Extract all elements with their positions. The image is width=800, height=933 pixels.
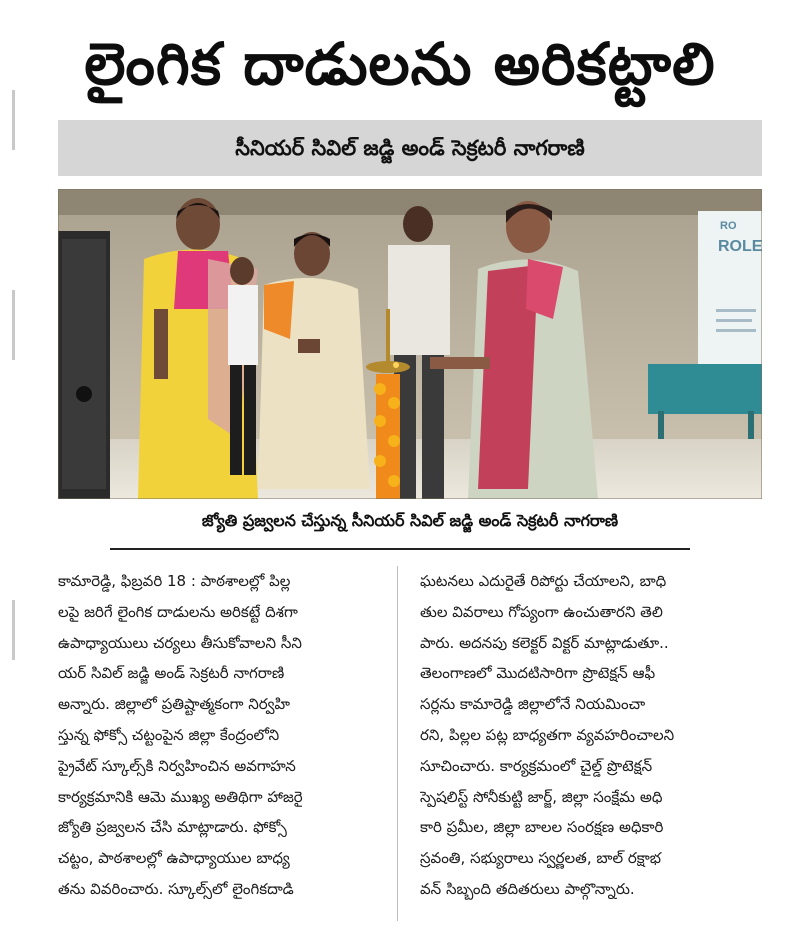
subheadline: సీనియర్ సివిల్ జడ్జి అండ్ సెక్రటరీ నాగరాణి (235, 136, 585, 160)
column-divider (397, 566, 398, 921)
news-photo (58, 189, 762, 499)
body-line: తెలంగాణలో మొదటిసారిగా ప్రొటెక్షన్ ఆఫీ (420, 664, 656, 683)
body-line: కారి ప్రమీల, జిల్లా బాలల సంరక్షణ అధికారి (420, 818, 664, 837)
body-line: ఘటనలు ఎదురైతే రిపోర్టు చేయాలని, బాధి (420, 572, 667, 590)
body-line: స్రవంతి, సభ్యురాలు స్వర్ణలత, బాల్ రక్షాభ (420, 849, 661, 868)
body-line: తుల వివరాలు గోప్యంగా ఉంచుతారని తెలి (420, 602, 663, 621)
body-line: సర్లను కామారెడ్డి జిల్లాలోనే నియమించా (420, 695, 646, 714)
body-line: స్పెషలిస్ట్ సోనీకుట్టి జార్జ్, జిల్లా సంక్షేమ అధి (420, 787, 663, 806)
speaker-stand (58, 231, 110, 499)
subheadline-band (58, 120, 762, 176)
caption-divider (110, 548, 690, 550)
body-line: చట్టం, పాఠశాలల్లో ఉపాధ్యాయుల బాధ్య (58, 849, 290, 868)
body-line: అన్నారు. జిల్లాలో ప్రతిష్టాత్మకంగా నిర్వహి (58, 695, 291, 714)
margin-scan-mark-bottom (12, 600, 15, 660)
body-column-right (420, 566, 756, 905)
margin-scan-mark-top (12, 90, 15, 150)
body-line: లపై జరిగే లైంగిక దాడులను అరికట్టే దిశగా (58, 602, 298, 621)
headline: లైంగిక దాడులను అరికట్టాలి (84, 30, 716, 98)
body-line: ఉపాధ్యాయులు చర్యలు తీసుకోవాలని సీని (58, 633, 302, 652)
body-column-left (58, 566, 394, 905)
photo-caption: జ్యోతి ప్రజ్వలన చేస్తున్న సీనియర్ సివిల్ జడ్జి అండ్ సెక్రటరీ నాగరాణి (201, 511, 619, 530)
body-line: వన్ సిబ్బంది తదితరులు పాల్గొన్నారు. (420, 879, 635, 898)
banner-text-1: RO (720, 220, 737, 232)
body-line: స్తున్న ఫోక్సో చట్టంపైన జిల్లా కేంద్రంలోని (58, 725, 280, 744)
body-line: కామారెడ్డి, ఫిబ్రవరి 18 : పాఠశాలల్లో పిల్ల (58, 572, 291, 590)
body-line: తను వివరించారు. స్కూల్స్‌లో లైంగికదాడి (58, 879, 294, 898)
banner-screen (698, 211, 762, 381)
body-line: జ్యోతి ప్రజ్వలన చేసి మాట్లాడారు. ఫోక్సో (58, 818, 287, 837)
body-line: యర్ సివిల్ జడ్జి అండ్ సెక్రటరీ నాగరాణి (58, 664, 285, 683)
body-line: పారు. అదనపు కలెక్టర్ విక్టర్ మాట్లాడుతూ.. (420, 633, 669, 652)
body-line: ప్రైవేట్ స్కూల్స్‌కి నిర్వహించిన అవగాహన (58, 756, 296, 775)
body-line: రని, పిల్లల పట్ల బాధ్యతగా వ్యవహరించాలని (420, 725, 675, 744)
body-line: కార్యక్రమానికి ఆమె ముఖ్య అతిథిగా హాజరై (58, 787, 303, 806)
body-line: సూచించారు. కార్యక్రమంలో చైల్డ్ ప్రొటెక్షన్ (420, 756, 653, 775)
banner-text-2: ROLE (718, 238, 762, 255)
margin-scan-mark-middle (12, 290, 15, 360)
